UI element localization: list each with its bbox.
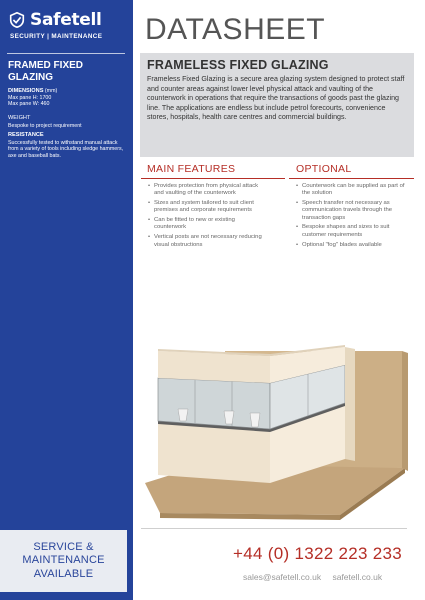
service-line-3: AVAILABLE xyxy=(33,567,94,580)
main-features-heading: MAIN FEATURES xyxy=(147,163,236,175)
weight-text: Bespoke to project requirement xyxy=(8,122,82,129)
product-description-box xyxy=(140,53,414,157)
sidebar-product-title: FRAMED FIXED GLAZING xyxy=(8,60,83,83)
brand-name: Safetell xyxy=(30,10,102,30)
product-title: FRAMELESS FIXED GLAZING xyxy=(147,58,329,72)
service-line-2: MAINTENANCE xyxy=(22,554,105,567)
list-item: • Speech transfer not necessary as communication travels through the transaction gaps xyxy=(296,200,414,222)
contact-row xyxy=(243,572,382,582)
resistance-text: Successfully tested to withstand manual attack from a variety of tools including sledge hammers, axe and baseball bats. xyxy=(8,139,124,159)
list-item: • Optional "fog" blades available xyxy=(296,242,414,249)
optional-rule xyxy=(289,178,414,179)
product-illustration xyxy=(140,343,416,521)
list-item: • Sizes and system tailored to suit client premises and corporate requirements xyxy=(148,200,268,215)
sidebar xyxy=(0,0,133,600)
footer-divider xyxy=(141,528,407,529)
dimensions-width: Max pane W: 460 xyxy=(8,101,50,108)
resistance-block xyxy=(8,132,128,159)
main-features-rule xyxy=(141,178,285,179)
phone-number[interactable]: +44 (0) 1322 223 233 xyxy=(233,544,403,563)
dimensions-heading: DIMENSIONS xyxy=(8,88,44,94)
main-features-list xyxy=(148,183,268,251)
list-item: • Vertical posts are not necessary reducing visual obstructions xyxy=(148,234,268,249)
resistance-heading: RESISTANCE xyxy=(8,132,44,138)
service-line-1: SERVICE & xyxy=(33,540,94,553)
optional-list xyxy=(296,183,414,251)
service-maintenance-box xyxy=(0,530,127,592)
page-title: DATASHEET xyxy=(145,13,326,46)
dimensions-block xyxy=(8,88,128,108)
list-item: • Can be fitted to new or existing counterwork xyxy=(148,217,268,232)
safetell-logo xyxy=(8,10,126,46)
dimensions-height: Max pane H: 1700 xyxy=(8,94,52,101)
website-link[interactable]: safetell.co.uk xyxy=(332,572,383,582)
weight-block xyxy=(8,115,128,129)
product-description: Frameless Fixed Glazing is a secure area glazing system designed to protect staff and counter areas against lower level physical attack and vaulting of the counterwork in operations that require the transactions of goods past the glazing line. The applications are endless but include petrol forecourts, convenience stores, hospitals, health care centres and commercial buildings. xyxy=(147,75,405,122)
safetell-mark-icon xyxy=(8,11,26,29)
list-item: • Counterwork can be supplied as part of the solution xyxy=(296,183,414,198)
sidebar-divider xyxy=(7,53,125,54)
dimensions-unit: (mm) xyxy=(44,88,58,94)
optional-heading: OPTIONAL xyxy=(296,163,352,175)
list-item: • Bespoke shapes and sizes to suit customer requirements xyxy=(296,224,414,239)
brand-tagline: SECURITY | MAINTENANCE xyxy=(10,33,103,40)
weight-heading: WEIGHT xyxy=(8,115,31,121)
email-link[interactable]: sales@safetell.co.uk xyxy=(243,572,322,582)
list-item: • Provides protection from physical attack and vaulting of the counterwork xyxy=(148,183,268,198)
